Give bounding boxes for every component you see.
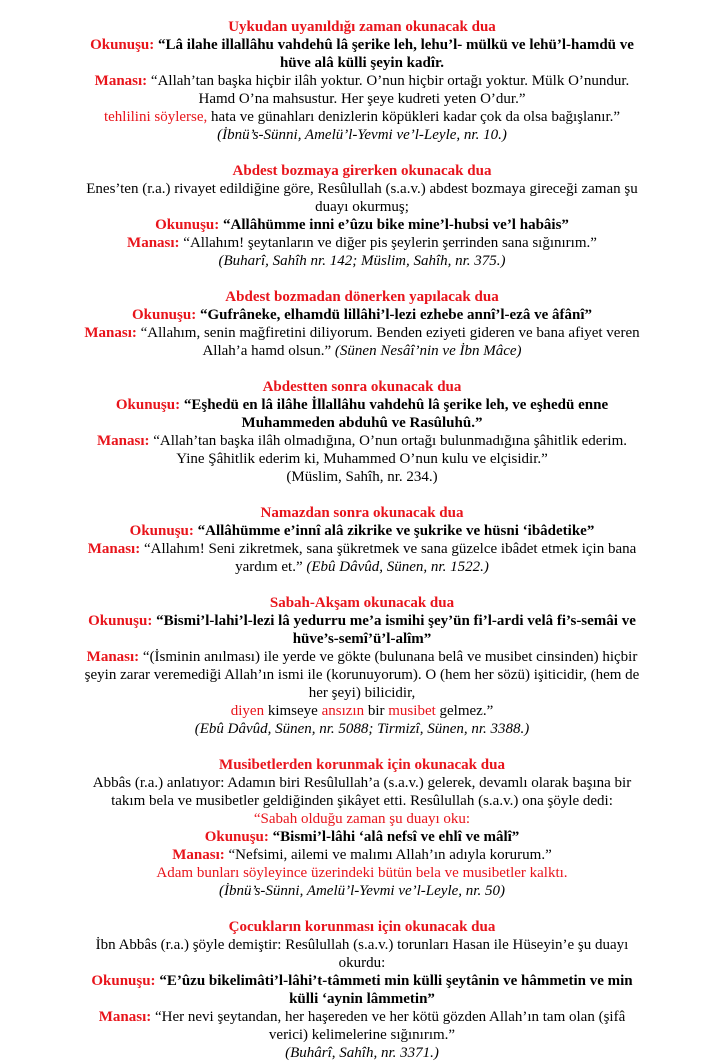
section-title: Sabah-Akşam okunacak dua	[269, 595, 455, 611]
manasi-label: Manası:	[98, 1009, 152, 1025]
source-citation: (Müslim, Sahîh, nr. 234.)	[286, 469, 438, 485]
source-citation: (Sünen Nesâî’nin ve İbn Mâce)	[334, 343, 522, 359]
extra-line	[82, 108, 642, 126]
okunusu-label: Okunuşu:	[204, 829, 269, 845]
manasi-label: Manası:	[96, 433, 150, 449]
section-title: Namazdan sonra okunacak dua	[260, 505, 464, 521]
okunusu-line	[82, 396, 642, 432]
okunusu-line	[82, 522, 642, 540]
okunusu-text: “E’ûzu bikelimâti’l-lâhi’t-tâmmeti min külli şeytânin ve hâmmetin ve min külli ‘aynin lâmmetin”	[159, 973, 633, 1007]
section-title: Musibetlerden korunmak için okunacak dua	[219, 757, 505, 773]
source-citation: (Buhârî, Sahîh, nr. 3371.)	[285, 1045, 439, 1061]
section-entering-restroom-prayer	[82, 162, 642, 270]
okunusu-line	[82, 612, 642, 648]
okunusu-text: “Bismi’l-lahi’l-lezi lâ yedurru me’a ismihi şey’ün fi’l-ardi velâ fi’s-semâi ve hüve’s-semî’ü’l-alîm”	[156, 613, 636, 647]
manasi-label: Manası:	[94, 73, 148, 89]
okunusu-label: Okunuşu:	[131, 307, 197, 323]
manasi-line	[82, 324, 642, 360]
section-morning-evening-prayer	[82, 594, 642, 738]
manasi-line	[82, 234, 642, 252]
okunusu-label: Okunuşu:	[88, 613, 153, 629]
okunusu-text: “Allâhümme e’innî alâ zikrike ve şukrike ve hüsni ‘ibâdetike”	[197, 523, 595, 539]
okunusu-text: “Gufrâneke, elhamdü lillâhi’l-lezi ezhebe annî’l-ezâ ve âfânî”	[199, 307, 593, 323]
okunusu-text: “Eşhedü en lâ ilâhe İllallâhu vahdehû lâ şerike leh, ve eşhedü enne Muhammeden abduhû ve Rasûluhû.”	[183, 397, 609, 431]
manasi-label: Manası:	[87, 541, 141, 557]
section-title: Uykudan uyanıldığı zaman okunacak dua	[228, 19, 496, 35]
section-title: Abdest bozmadan dönerken yapılacak dua	[225, 289, 499, 305]
extra-red-text: tehlilini söylerse,	[103, 109, 208, 125]
extra-black-text: hata ve günahları denizlerin köpükleri kadar çok da olsa bağışlanır.”	[207, 109, 621, 125]
manasi-text: “Her nevi şeytandan, her haşereden ve her kötü gözden Allah’ın tam olan (şifâ verici) kelimelerine sığınırım.”	[155, 1009, 626, 1043]
okunusu-line	[82, 306, 642, 324]
okunusu-text: “Allâhümme inni e’ûzu bike mine’l-hubsi ve’l habâis”	[223, 217, 569, 233]
manasi-label: Manası:	[86, 649, 140, 665]
manasi-label: Manası:	[127, 235, 180, 251]
manasi-line	[82, 846, 642, 864]
okunusu-label: Okunuşu:	[90, 37, 155, 53]
okunusu-label: Okunuşu:	[129, 523, 194, 539]
okunusu-line	[82, 828, 642, 846]
source-citation: (Ebû Dâvûd, Sünen, nr. 1522.)	[306, 559, 489, 575]
section-after-prayer	[82, 504, 642, 576]
intro-text: İbn Abbâs (r.a.) şöyle demiştir: Resûlullah (s.a.v.) torunları Hasan ile Hüseyin’e şu duayı okurdu:	[95, 937, 629, 971]
section-leaving-restroom-prayer	[82, 288, 642, 360]
manasi-line	[82, 540, 642, 576]
okunusu-text: “Lâ ilahe illallâhu vahdehû lâ şerike leh, lehu’l- mülkü ve lehü’l-hamdü ve hüve alâ külli şeyin kadîr.	[158, 37, 634, 71]
section-title: Abdestten sonra okunacak dua	[262, 379, 462, 395]
okunusu-line	[82, 216, 642, 234]
red-word-diyen: diyen	[230, 703, 265, 719]
black-text-1: kimseye	[264, 703, 322, 719]
section-protection-from-calamities	[82, 756, 642, 900]
manasi-text: “Nefsimi, ailemi ve malımı Allah’ın adıyla korurum.”	[228, 847, 552, 863]
red-instruction-line: “Sabah olduğu zaman şu duayı oku:	[253, 811, 471, 827]
okunusu-line	[82, 36, 642, 72]
manasi-text: “Allahım! şeytanların ve diğer pis şeylerin şerrinden sana sığınırım.”	[183, 235, 597, 251]
black-text-3: gelmez.”	[435, 703, 494, 719]
section-wake-up-prayer	[82, 18, 642, 144]
source-citation: (İbnü’s-Sünni, Amelü’l-Yevmi ve’l-Leyle, nr. 10.)	[217, 127, 507, 143]
source-citation: (İbnü’s-Sünni, Amelü’l-Yevmi ve’l-Leyle, nr. 50)	[219, 883, 505, 899]
okunusu-label: Okunuşu:	[91, 973, 156, 989]
okunusu-label: Okunuşu:	[155, 217, 220, 233]
manasi-line	[82, 1008, 642, 1044]
source-citation: (Buharî, Sahîh nr. 142; Müslim, Sahîh, nr. 375.)	[218, 253, 506, 269]
red-word-musibet: musibet	[388, 703, 436, 719]
okunusu-text: “Bismi’l-lâhi ‘alâ nefsî ve ehlî ve mâlî”	[272, 829, 520, 845]
section-after-ablution-prayer	[82, 378, 642, 486]
manasi-text: “Allahım, senin mağfiretini diliyorum. Benden eziyeti gideren ve bana afiyet veren Allah’a hamd olsun.”	[140, 325, 640, 359]
section-title: Abdest bozmaya girerken okunacak dua	[232, 163, 492, 179]
manasi-line	[82, 432, 642, 468]
red-word-ansizin: ansızın	[321, 703, 365, 719]
manasi-label: Manası:	[172, 847, 225, 863]
intro-text: Enes’ten (r.a.) rivayet edildiğine göre, Resûlullah (s.a.v.) abdest bozmaya gireceği zaman şu duayı okurmuş;	[86, 181, 638, 215]
manasi-line	[82, 72, 642, 108]
manasi-text: “Allahım! Seni zikretmek, sana şükretmek ve sana güzelce ibâdet etmek için bana yardım et.”	[143, 541, 637, 575]
manasi-line	[82, 648, 642, 702]
source-citation: (Ebû Dâvûd, Sünen, nr. 5088; Tirmizî, Sünen, nr. 3388.)	[194, 721, 530, 737]
manasi-text: “Allah’tan başka ilâh olmadığına, O’nun ortağı bulunmadığına şâhitlik ederim. Yine Şâhitlik ederim ki, Muhammed O’nun kulu ve elçisidir.”	[153, 433, 628, 467]
red-outcome-line: Adam bunları söyleyince üzerindeki bütün bela ve musibetler kalktı.	[156, 865, 568, 881]
manasi-text: “Allah’tan başka hiçbir ilâh yoktur. O’nun hiçbir ortağı yoktur. Mülk O’nundur. Hamd O’na mahsustur. Her şeye kudreti yeten O’dur.”	[150, 73, 630, 107]
okunusu-label: Okunuşu:	[115, 397, 181, 413]
okunusu-line	[82, 972, 642, 1008]
mixed-color-line	[82, 702, 642, 720]
manasi-label: Manası:	[84, 325, 137, 341]
manasi-text: “(İsminin anılması) ile yerde ve gökte (bulunana belâ ve musibet cinsinden) hiçbir şeyin zarar veremediği Allah’ın ismi ile (korunuyorum). O (hem her sözü) işiticidir, (hem de her şeyi) bilicidir,	[84, 649, 640, 701]
intro-text: Abbâs (r.a.) anlatıyor: Adamın biri Resûlullah’a (s.a.v.) gelerek, devamlı olarak başına bir takım bela ve musibetler geldiğinden şikâyet etti. Resûlullah (s.a.v.) ona şöyle dedi:	[92, 775, 632, 809]
black-text-2: bir	[364, 703, 389, 719]
section-children-protection	[82, 918, 642, 1062]
section-title: Çocukların korunması için okunacak dua	[228, 919, 496, 935]
